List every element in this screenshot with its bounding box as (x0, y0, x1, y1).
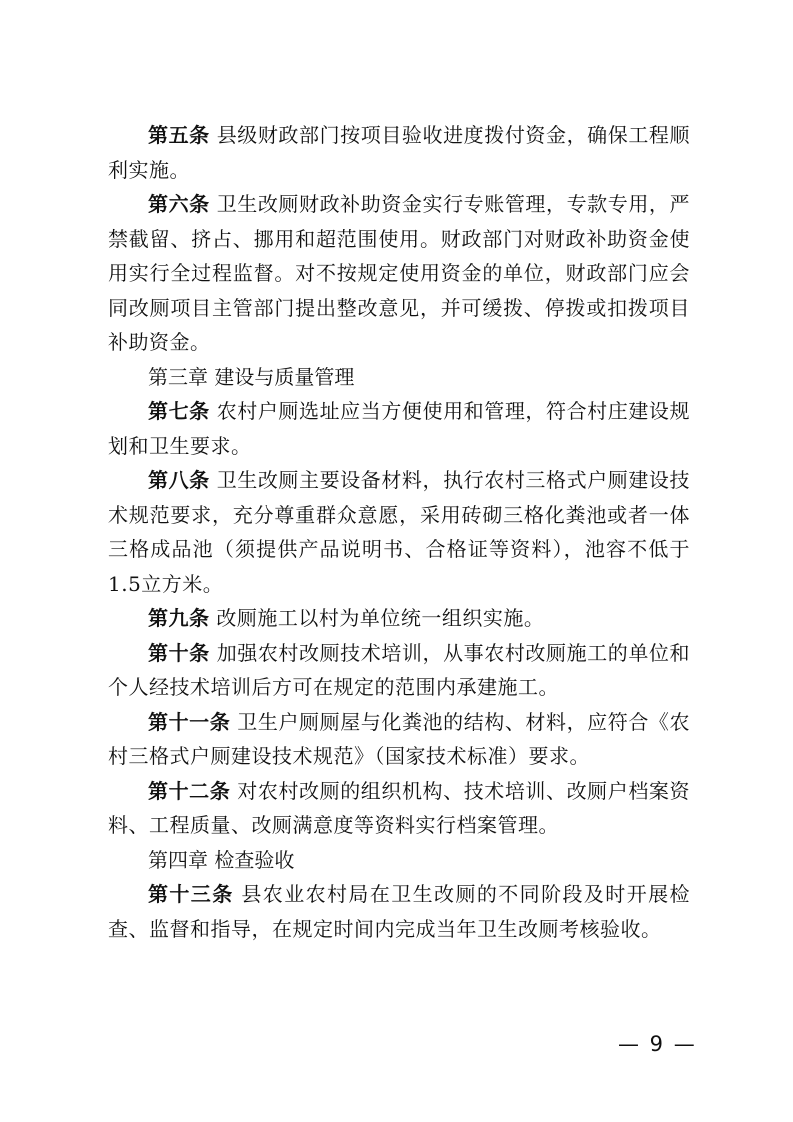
document-body (108, 118, 690, 946)
article-13 (108, 877, 690, 946)
chapter-4-heading: 第四章 检查验收 (148, 847, 295, 872)
article-label: 第五条 (148, 123, 210, 147)
article-9 (108, 601, 690, 636)
article-text: 改厕施工以村为单位统一组织实施。 (209, 606, 545, 630)
page-number: — 9 — (618, 1032, 697, 1056)
article-5 (108, 118, 690, 187)
article-text: 卫生改厕财政补助资金实行专账管理，专款专用，严禁截留、挤占、挪用和超范围使用。财政部门对财政补助资金使用实行全过程监督。对不按规定使用资金的单位，财政部门应会同改厕项目主管部门提出整改意见，并可缓拨、停拨或扣拨项目补助资金。 (108, 192, 691, 354)
article-text: 加强农村改厕技术培训，从事农村改厕施工的单位和个人经技术培训后方可在规定的范围内承建施工。 (108, 640, 691, 699)
article-10 (108, 636, 690, 705)
article-label: 第十条 (148, 640, 210, 665)
article-label: 第十一条 (148, 709, 231, 734)
article-label: 第八条 (148, 468, 210, 492)
article-label: 第十二条 (148, 778, 231, 803)
article-text: 卫生户厕厕屋与化粪池的结构、材料，应符合《农村三格式户厕建设技术规范》（国家技术标准）要求。 (108, 709, 691, 768)
article-12 (108, 774, 690, 843)
article-label: 第九条 (148, 606, 210, 630)
article-text: 对农村改厕的组织机构、技术培训、改厕户档案资料、工程质量、改厕满意度等资料实行档案管理。 (108, 778, 691, 837)
article-text: 卫生改厕主要设备材料，执行农村三格式户厕建设技术规范要求，充分尊重群众意愿，采用砖砌三格化粪池或者一体三格成品池（须提供产品说明书、合格证等资料），池容不低于1.5立方米。 (108, 468, 691, 596)
chapter-3-heading: 第三章 建设与质量管理 (148, 364, 355, 389)
article-text: 县农业农村局在卫生改厕的不同阶段及时开展检查、监督和指导，在规定时间内完成当年卫生改厕考核验收。 (108, 882, 691, 941)
article-8 (108, 463, 690, 601)
article-label: 第六条 (148, 192, 210, 216)
article-label: 第七条 (148, 399, 210, 423)
article-11 (108, 705, 690, 774)
article-text: 县级财政部门按项目验收进度拨付资金，确保工程顺利实施。 (108, 123, 691, 182)
article-6 (108, 187, 690, 360)
article-text: 农村户厕选址应当方便使用和管理，符合村庄建设规划和卫生要求。 (108, 399, 691, 458)
article-7 (108, 394, 690, 463)
article-label: 第十三条 (148, 882, 234, 906)
